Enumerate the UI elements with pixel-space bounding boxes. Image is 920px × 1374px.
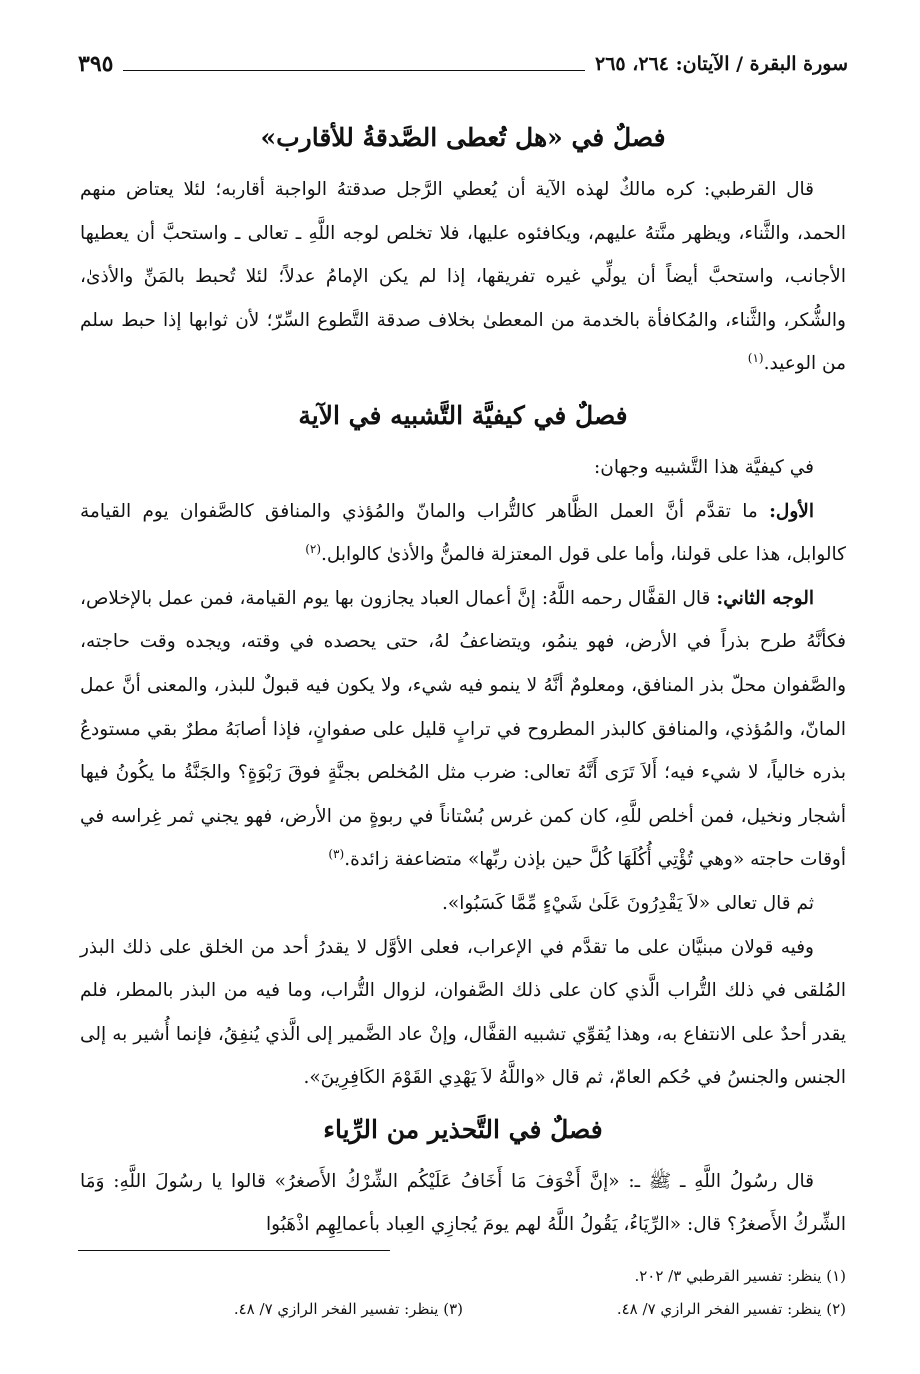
- paragraph: الأول: ما تقدَّم أنَّ العمل الظَّاهر كالتُّراب والمانّ والمُؤذي والمنافق كالصَّفوان يوم القيامة كالوابل، هذا على قولنا، وأما على قول المعتزلة فالمنُّ والأذىٰ كالوابل.$^{(٢)}$: [80, 500, 846, 566]
- section-heading-simile: فصلٌ في كيفيَّة التَّشبيه في الآية: [298, 400, 628, 430]
- page-header: [78, 44, 848, 84]
- paragraph: ثم قال تعالى «لاَ يَقْدِرُونَ عَلَىٰ شَيْءٍ مِّمَّا كَسَبُوا».: [442, 892, 814, 914]
- paragraph: الوجه الثاني: قال القفَّال رحمه اللَّهُ: إنَّ أعمال العباد يجازون بها يوم القيامة، فمن عمل بالإخلاص، فكأنَّهُ طرح بذراً في الأرض، فهو ينمُو، ويتضاعفُ لهُ، حتى يحصده في وقته، ويجده وقت حاجته، والصَّفوان محلّ بذر المنافق، ومعلومٌ أنَّهُ لا ينمو فيه شيء، ولا يكون فيه قبولٌ للبذر، والمعنى أنَّ عمل المانّ، والمُؤذي، والمنافق كالبذر المطروح في ترابٍ قليل على صفوانٍ، فإذا أصابَهُ مطرٌ بقي مستودعُ بذره خالياً، لا شيء فيه؛ أَلاَ تَرَى أَنَّهُ تعالى: ضرب مثل المُخلص بجنَّةٍ فوقَ رَبْوَةٍ؟ والجَنَّةُ ما يكُونُ فيها أشجار ونخيل، فمن أخلص للَّهِ، كان كمن غرس بُسْتاناً في ربوةٍ من الأرض، فهو يجني ثمر غِراسه في أوقات حاجته «وهي تُؤْتِي أُكُلَهَا كُلَّ حين بإذن ربِّها» متضاعفة زائدة.$^{(٣)}$: [80, 587, 846, 871]
- page-number: ٣٩٥: [78, 51, 114, 77]
- footnote-ref: (٢): [305, 542, 322, 556]
- section-heading-riya: فصلٌ في التَّحذير من الرِّياء: [323, 1114, 603, 1144]
- section-heading-charity-relatives: فصلٌ في «هل تُعطى الصَّدقةُ للأقارب»: [260, 123, 666, 152]
- header-rule: [123, 69, 585, 71]
- footnotes: [80, 1260, 846, 1326]
- footnote-divider: [78, 1250, 390, 1251]
- footnote-ref: (١): [747, 351, 764, 366]
- footnote-ref: (٣): [328, 847, 345, 862]
- footnote-3: (٣) ينظر: تفسير الفخر الرازي ٧/ ٤٨.: [233, 1300, 463, 1318]
- page-body: [80, 108, 846, 1247]
- paragraph: قال القرطبي: كره مالكٌ لهذه الآية أن يُعطي الرَّجل صدقتهُ الواجبة أقاربه؛ لئلا يعتاض منهم الحمد، والثَّناء، ويظهر منَّتهُ عليهم، ويكافئوه عليها، فلا تخلص لوجه اللَّهِ ـ تعالى ـ واستحبَّ أن يعطيها الأجانب، واستحبَّ أيضاً أن يولِّي غيره تفريقها، إذا لم يكن الإمامُ عدلاً؛ لئلا تُحبط بالمَنِّ والأذىٰ، والشُّكر، والثَّناء، والمُكافأة بالخدمة من المعطىٰ بخلاف صدقة التَّطوع السِّرّ؛ لأن ثوابها إذا حبط سلم من الوعيد.$^{(١)}$: [80, 179, 846, 375]
- paragraph: في كيفيَّة هذا التَّشبيه وجهان:: [594, 456, 814, 478]
- running-title: سورة البقرة / الآيتان: ٢٦٤، ٢٦٥: [594, 53, 848, 75]
- paragraph-lead: الوجه الثاني:: [716, 587, 814, 609]
- paragraph: قال رسُولُ اللَّهِ ـ ﷺ ـ: «إنَّ أَخْوَفَ مَا أَخَافُ عَلَيْكُم الشِّرْكُ الأَصغرُ» قالوا يا رسُولَ اللَّهِ: وَمَا الشِّركُ الأَصغرُ؟ قال: «الرِّيَاءُ، يَقُولُ اللَّهُ لهم يومَ يُجازِي العِباد بأعمالِهِم اذْهَبُوا: [80, 1170, 846, 1236]
- footnote-2: (٢) ينظر: تفسير الفخر الرازي ٧/ ٤٨.: [616, 1300, 846, 1318]
- paragraph: وفيه قولان مبنيَّان على ما تقدَّم في الإعراب، فعلى الأوَّل لا يقدرُ أحد من الخلق على ذلك البذر المُلقى في ذلك التُّراب الَّذي كان على ذلك الصَّفوان، لزوال التُّراب، وما فيه من البذر بالمطر، فلم يقدر أحدٌ على الانتفاع به، وهذا يُقوِّي تشبيه القفَّال، وإنْ عاد الضَّمير إلى الَّذي يُنفِقُ، فإنما أُشير به إلى الجنس والجنسُ في حُكم العامّ، ثم قال «واللَّهُ لاَ يَهْدِي القَوْمَ الكَافِرِينَ».: [80, 936, 846, 1089]
- paragraph-lead: الأول:: [769, 500, 814, 522]
- footnote-1: (١) ينظر: تفسير القرطبي ٣/ ٢٠٢.: [634, 1267, 846, 1285]
